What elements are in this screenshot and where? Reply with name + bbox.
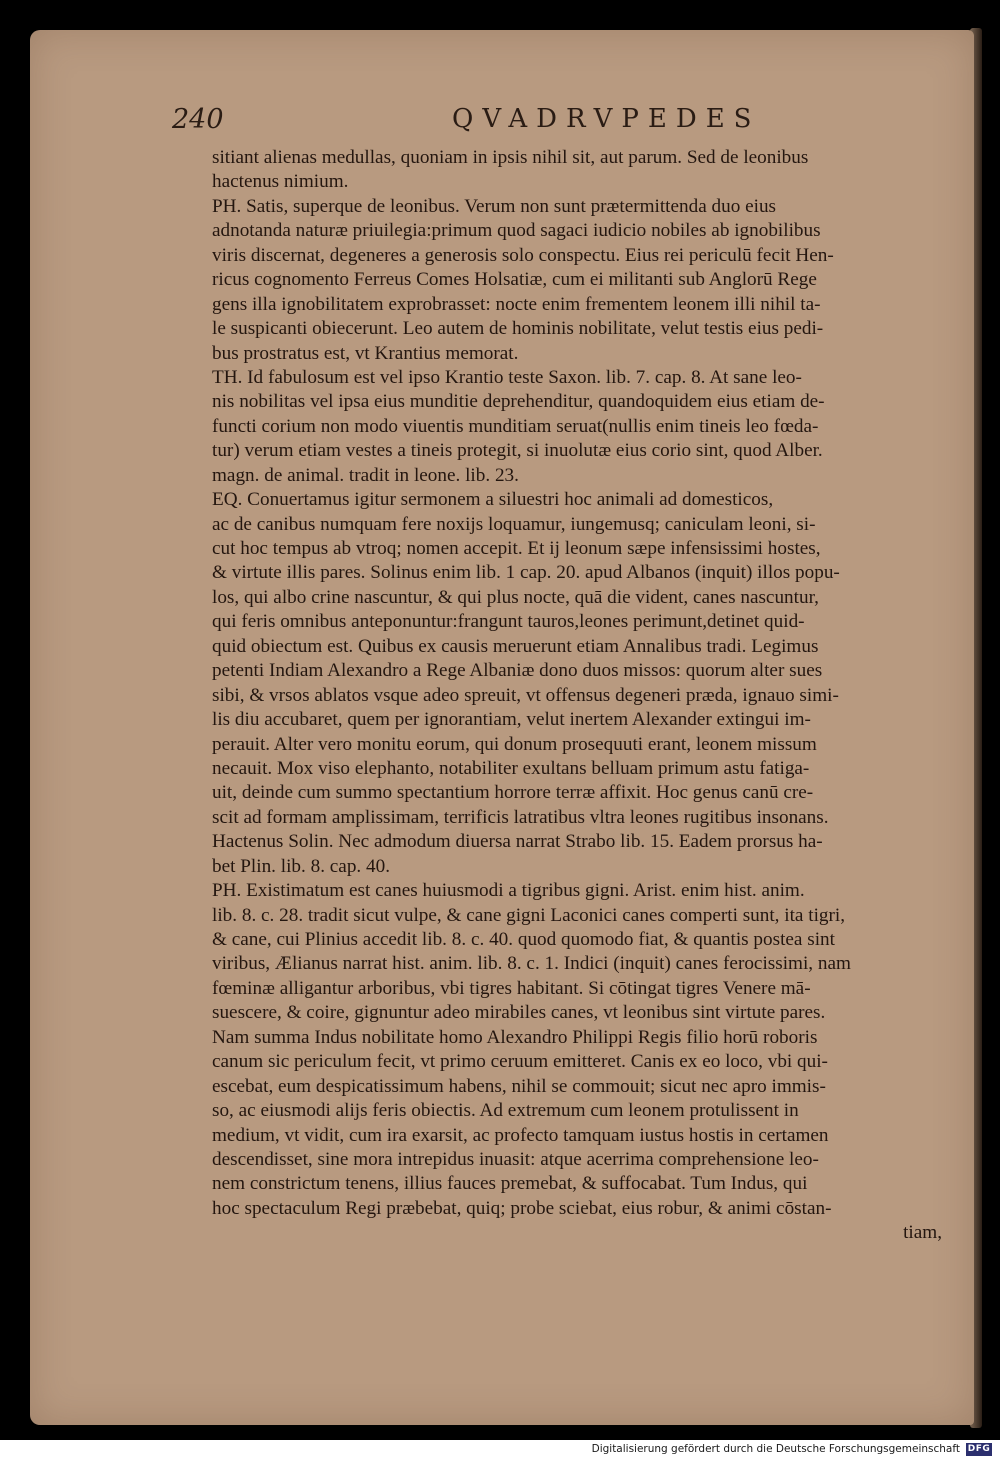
body-text xyxy=(212,146,952,1246)
text-line: Nam summa Indus nobilitate homo Alexandro Philippi Regis filio horū roboris xyxy=(212,1026,818,1048)
text-line: & virtute illis pares. Solinus enim lib. 1 cap. 20. apud Albanos (inquit) illos popu- xyxy=(212,562,840,584)
text-line: sibi, & vrsos ablatos vsque adeo spreuit, vt offensus degeneri præda, ignauo simi- xyxy=(212,684,839,706)
text-line: le suspicanti obiecerunt. Leo autem de hominis nobilitate, velut testis eius pedi- xyxy=(212,318,824,340)
text-line: & cane, cui Plinius accedit lib. 8. c. 40. quod quomodo fiat, & quantis postea sint xyxy=(212,929,835,950)
text-line: PH. Existimatum est canes huiusmodi a tigribus gigni. Arist. enim hist. anim. xyxy=(212,880,805,902)
text-line: canum sic periculum fecit, vt primo ceruum emitteret. Canis ex eo loco, vbi qui- xyxy=(212,1051,828,1073)
dfg-logo: DFG xyxy=(967,1444,991,1454)
text-line: nis nobilitas vel ipsa eius munditie deprehenditur, quandoquidem eius etiam de- xyxy=(212,391,825,413)
text-line: lis diu accubaret, quem per ignorantiam, velut inertem Alexander extingui im- xyxy=(212,709,811,731)
text-line: petenti Indiam Alexandro a Rege Albaniæ dono duos missos: quorum alter sues xyxy=(212,660,823,682)
text-line: cut hoc tempus ab vtroq; nomen accepit. Et ij leonum sæpe infensissimi hostes, xyxy=(212,538,821,559)
text-line: uit, deinde cum summo spectantium horrore terræ affixit. Hoc genus canū cre- xyxy=(212,782,814,804)
text-line: los, qui albo crine nascuntur, & qui plus nocte, quā die vident, canes nascuntur, xyxy=(212,586,819,608)
text-line: perauit. Alter vero monitu eorum, qui donum prosequuti erant, leonem missum xyxy=(212,733,817,755)
footer-credit: Digitalisierung gefördert durch die Deutsche Forschungsgemeinschaft xyxy=(591,1443,960,1455)
text-line: bus prostratus est, vt Krantius memorat. xyxy=(212,342,519,364)
text-line: magn. de animal. tradit in leone. lib. 23. xyxy=(212,464,519,486)
text-line: medium, vt vidit, cum ira exarsit, ac profecto tamquam iustus hostis in certamen xyxy=(212,1124,829,1146)
running-head xyxy=(172,100,812,144)
text-line: adnotanda naturæ priuilegia:primum quod sagaci iudicio nobiles ab ignobilibus xyxy=(212,220,821,242)
text-line: gens illa ignobilitatem exprobrasset: nocte enim frementem leonem illi nihil ta- xyxy=(212,293,821,315)
text-line: descendisset, sine mora intrepidus inuasit: atque acerrima comprehensione leo- xyxy=(212,1148,819,1170)
text-line: viris discernat, degeneres a generosis solo conspectu. Eius rei periculū fecit Hen- xyxy=(212,244,834,266)
text-line: suescere, & coire, gignuntur adeo mirabiles canes, vt leonibus sint virtute pares. xyxy=(212,1002,826,1024)
text-line: hactenus nimium. xyxy=(212,171,349,193)
page-number: 240 xyxy=(172,104,224,135)
text-line: sitiant alienas medullas, quoniam in ipsis nihil sit, aut parum. Sed de leonibus xyxy=(212,147,809,168)
text-line: viribus, Ælianus narrat hist. anim. lib. 8. c. 1. Indici (inquit) canes ferocissimi, nam xyxy=(212,953,851,975)
text-line: quid obiectum est. Quibus ex causis meruerunt etiam Annalibus tradi. Legimus xyxy=(212,635,819,657)
text-line: nem constrictum tenens, illius fauces premebat, & suffocabat. Tum Indus, qui xyxy=(212,1173,808,1195)
text-line: escebat, eum despicatissimum habens, nihil se commouit; sicut nec apro immis- xyxy=(212,1075,826,1097)
text-line: tur) verum etiam vestes a tineis protegit, si inuolutæ eius corio sint, quod Alber. xyxy=(212,440,823,462)
text-line: qui feris omnibus anteponuntur:frangunt tauros,leones perimunt,detinet quid- xyxy=(212,611,805,633)
text-line: functi corium non modo viuentis munditiam seruat(nullis enim tineis leo fœda- xyxy=(212,415,819,437)
text-line: lib. 8. c. 28. tradit sicut vulpe, & cane gigni Laconici canes comperti sunt, ita tigri, xyxy=(212,904,846,926)
text-line: scit ad formam amplissimam, terrificis latratibus vltra leones rugitibus insonans. xyxy=(212,806,829,828)
footer-bar xyxy=(0,1440,1000,1460)
text-line: PH. Satis, superque de leonibus. Verum non sunt prætermittenda duo eius xyxy=(212,195,777,217)
text-line: fœminæ alligantur arboribus, vbi tigres habitant. Si cōtingat tigres Venere mā- xyxy=(212,977,811,999)
text-line: so, ac eiusmodi alijs feris obiectis. Ad extremum cum leonem protulissent in xyxy=(212,1100,799,1122)
text-line: tiam, xyxy=(903,1222,942,1244)
text-line: TH. Id fabulosum est vel ipso Krantio teste Saxon. lib. 7. cap. 8. At sane leo- xyxy=(212,366,802,388)
text-line: EQ. Conuertamus igitur sermonem a siluestri hoc animali ad domesticos, xyxy=(212,489,774,511)
text-line: hoc spectaculum Regi præbebat, quiq; probe sciebat, eius robur, & animi cōstan- xyxy=(212,1197,832,1219)
text-line: ricus cognomento Ferreus Comes Holsatiæ, cum ei militanti sub Anglorū Rege xyxy=(212,269,817,291)
text-line: necauit. Mox viso elephanto, notabiliter exultans belluam primum astu fatiga- xyxy=(212,757,810,779)
text-line: bet Plin. lib. 8. cap. 40. xyxy=(212,855,390,877)
running-head-title: QVADRVPEDES xyxy=(452,104,761,134)
text-line: Hactenus Solin. Nec admodum diuersa narrat Strabo lib. 15. Eadem prorsus ha- xyxy=(212,831,823,853)
text-line: ac de canibus numquam fere noxijs loquamur, iungemusq; caniculam leoni, si- xyxy=(212,513,816,535)
